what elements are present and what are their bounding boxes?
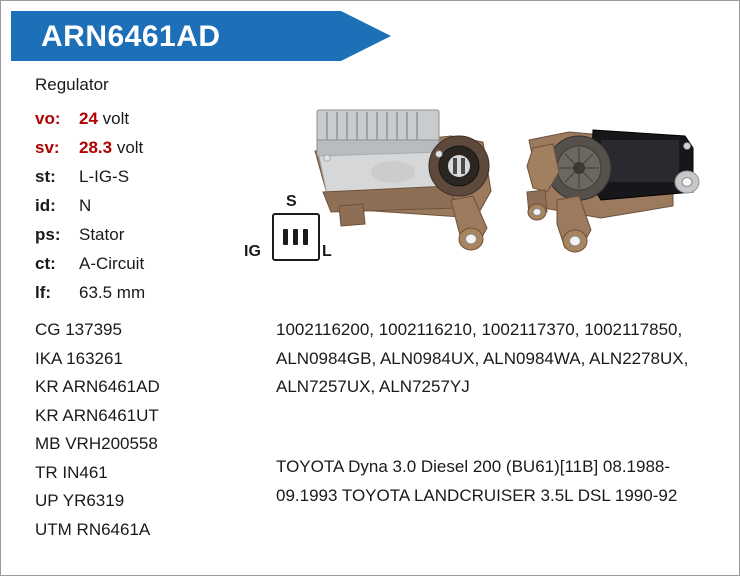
spec-key-id: id:	[35, 196, 56, 215]
header-banner	[11, 11, 391, 61]
spec-value-st: L-IG-S	[79, 167, 130, 186]
regulator-illustration	[301, 96, 726, 276]
spec-row	[35, 254, 265, 283]
spec-value-vo-unit: volt	[97, 109, 130, 128]
code-line: KR ARN6461AD	[35, 377, 160, 396]
spec-value-sv-unit: volt	[112, 138, 144, 157]
spec-key-vo: vo:	[35, 109, 61, 128]
page-title: ARN6461AD	[41, 20, 221, 53]
spec-key-ps: ps:	[35, 225, 61, 244]
spec-row	[35, 138, 265, 167]
spec-key-sv: sv:	[35, 138, 60, 157]
spec-key-st: st:	[35, 167, 56, 186]
specifications-list	[35, 109, 265, 312]
code-line: CG 137395	[35, 320, 122, 339]
spec-row	[35, 283, 265, 312]
cross-reference-codes	[35, 316, 275, 544]
spec-value-sv	[79, 138, 143, 158]
spec-value-sv-number: 28.3	[79, 138, 113, 157]
code-line: UP YR6319	[35, 491, 125, 510]
connector-label-ig: IG	[244, 243, 261, 260]
spec-row	[35, 167, 265, 196]
connector-label-s: S	[286, 193, 297, 210]
product-type-label: Regulator	[35, 75, 109, 94]
connector-pin-icon	[283, 229, 288, 245]
spec-value-vo-number: 24	[79, 109, 98, 128]
spec-value-lf: 63.5 mm	[79, 283, 146, 302]
spec-key-lf: lf:	[35, 283, 52, 302]
code-line: TR IN461	[35, 462, 108, 482]
spec-value-ct: A-Circuit	[79, 254, 145, 273]
connector-pin-icon	[293, 229, 298, 245]
spec-value-ps: Stator	[79, 225, 125, 244]
spec-value-id: N	[79, 196, 92, 215]
spec-row	[35, 225, 265, 254]
vehicle-applications: TOYOTA Dyna 3.0 Diesel 200 (BU61)[11B] 08.1988-09.1993 TOYOTA LANDCRUISER 3.5L DSL 1990-92	[276, 457, 678, 505]
reference-numbers: 1002116200, 1002116210, 1002117370, 1002117850, ALN0984GB, ALN0984UX, ALN0984WA, ALN2278UX, ALN7257UX, ALN7257YJ	[276, 320, 689, 396]
connector-label-l: L	[322, 243, 332, 260]
spec-value-vo	[79, 109, 129, 129]
spec-row	[35, 109, 265, 138]
spec-row	[35, 196, 265, 225]
code-line: MB VRH200558	[35, 434, 158, 453]
spec-key-ct: ct:	[35, 254, 56, 273]
code-line: KR ARN6461UT	[35, 405, 159, 425]
product-photo	[301, 96, 726, 276]
code-line: UTM RN6461A	[35, 519, 151, 539]
code-line: IKA 163261	[35, 348, 123, 368]
